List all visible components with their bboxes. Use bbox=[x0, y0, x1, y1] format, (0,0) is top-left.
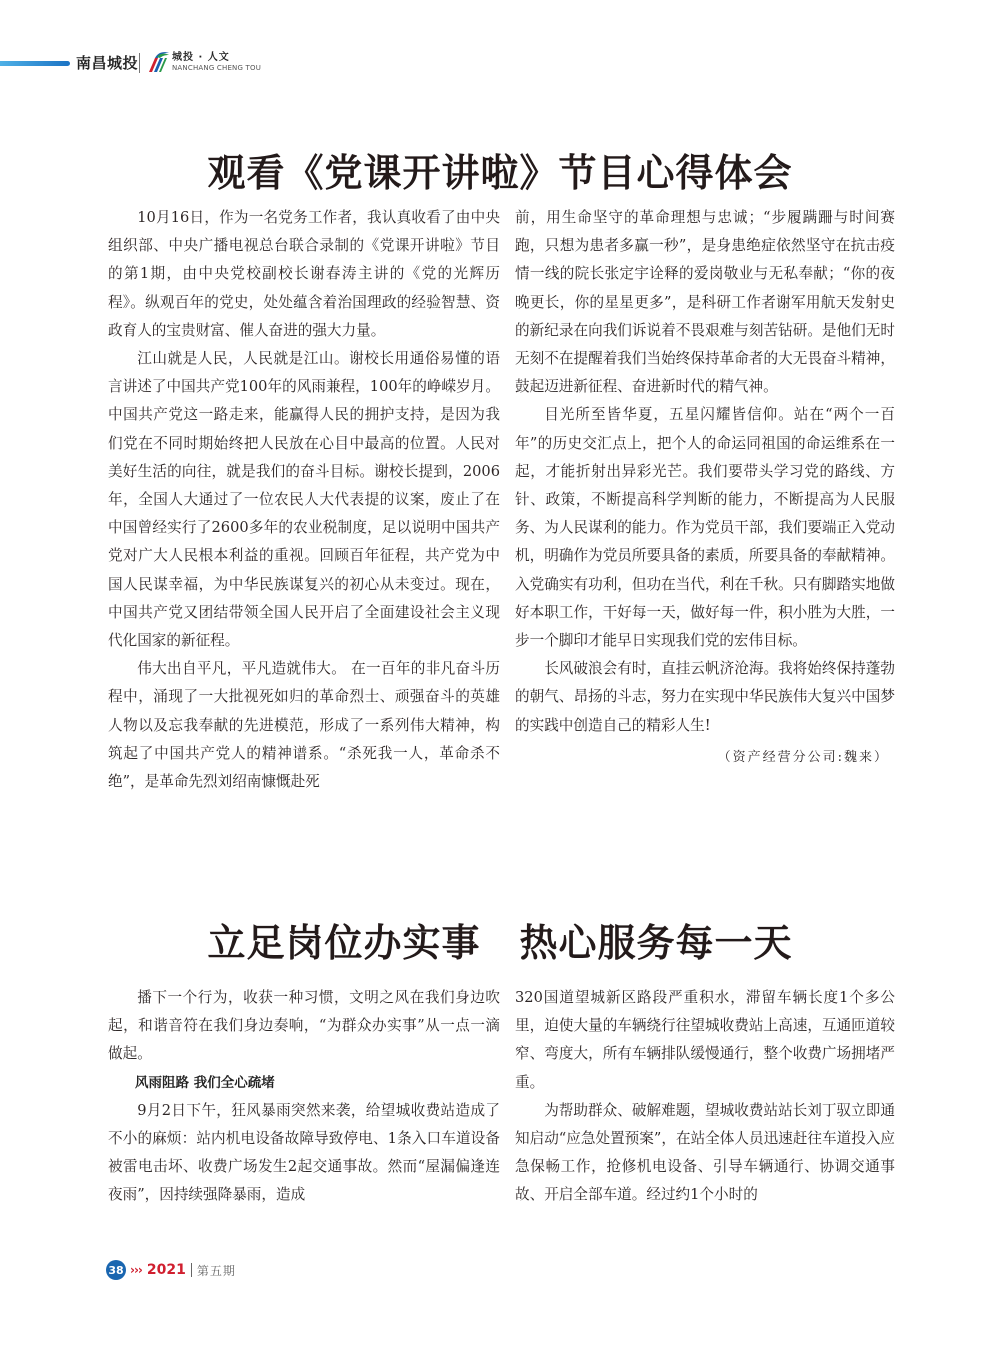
article1-paragraph-continued: 前，用生命坚守的革命理想与忠诚；“步履蹒跚与时间赛跑，只想为患者多赢一秒”，是身患绝症依然坚守在抗击疫情一线的院长张定宇诠释的爱岗敬业与无私奉献；“你的夜晚更长，你的星星更多”，是科研工作者谢军用航天发射史的新纪录在向我们诉说着不畏艰难与刻苦钻研。是他们无时无刻不在提醒着我们当始终保持革命者的大无畏奋斗精神，鼓起迈进新征程、奋进新时代的精气神。 bbox=[515, 209, 895, 396]
page-number-badge: 38 bbox=[106, 1260, 126, 1280]
article1-byline: （资产经营分公司:魏来） bbox=[717, 749, 889, 765]
article1-paragraph: 长风破浪会有时，直挂云帆济沧海。我将始终保持蓬勃的朝气、昂扬的斗志，努力在实现中华民族伟大复兴中国梦的实践中创造自己的精彩人生! bbox=[515, 660, 895, 734]
article2-title: 立足岗位办实事 热心服务每一天 bbox=[207, 921, 793, 965]
header-brand: 南昌城投 bbox=[76, 54, 139, 72]
header-section bbox=[172, 52, 261, 73]
header-accent-bar bbox=[0, 61, 70, 66]
article2-column-left bbox=[108, 984, 500, 1209]
footer-divider bbox=[191, 1263, 192, 1277]
article2-paragraph: 9月2日下午，狂风暴雨突然来袭，给望城收费站造成了不小的麻烦：站内机电设备故障导致停电、1条入口车道设备被雷电击坏、收费广场发生2起交通事故。然而“屋漏偏逢连夜雨”，因持续强降暴雨，造成 bbox=[108, 1101, 500, 1204]
article1-paragraph: 江山就是人民，人民就是江山。谢校长用通俗易懂的语言讲述了中国共产党100年的风雨兼程，100年的峥嵘岁月。中国共产党这一路走来，能赢得人民的拥护支持，是因为我们党在不同时期始终把人民放在心目中最高的位置。人民对美好生活的向往，就是我们的奋斗目标。谢校长提到，2006年，全国人大通过了一位农民人大代表提的议案，废止了在中国曾经实行了2600多年的农业税制度，足以说明中国共产党对广大人民根本利益的重视。回顾百年征程，共产党为中国人民谋幸福，为中华民族谋复兴的初心从未变过。现在，中国共产党又团结带领全国人民开启了全面建设社会主义现代化国家的新征程。 bbox=[108, 350, 500, 650]
article2-paragraph: 为帮助群众、破解难题，望城收费站站长刘丁驭立即通知启动“应急处置预案”，在站全体人员迅速赶往车道投入应急保畅工作，抢修机电设备、引导车辆通行、协调交通事故、开启全部车道。经过约1个小时的 bbox=[515, 1101, 895, 1204]
article1-paragraph: 伟大出自平凡，平凡造就伟大。 在一百年的非凡奋斗历程中，涌现了一大批视死如归的革命烈士、顽强奋斗的英雄人物以及忘我奉献的先进模范，形成了一系列伟大精神，构筑起了中国共产党人的精神谱系。“杀死我一人，革命杀不绝”，是革命先烈刘绍南慷慨赴死 bbox=[108, 660, 500, 791]
header-section-cn: 城投 · 人文 bbox=[172, 52, 230, 63]
article1-paragraph: 10月16日，作为一名党务工作者，我认真收看了由中央组织部、中央广播电视总台联合录制的《党课开讲啦》节目的第1期，由中央党校副校长谢春涛主讲的《党的光辉历程》。纵观百年的党史，处处蕴含着治国理政的经验智慧、资政育人的宝贵财富、催人奋进的强大力量。 bbox=[108, 209, 500, 339]
page-footer bbox=[106, 1260, 236, 1280]
article2-column-right bbox=[515, 984, 895, 1210]
article2-paragraph-continued: 320国道望城新区路段严重积水，滞留车辆长度1个多公里，迫使大量的车辆绕行往望城收费站上高速，互通匝道较窄、弯度大，所有车辆排队缓慢通行，整个收费广场拥堵严重。 bbox=[515, 989, 895, 1091]
nanchang-chengtou-logo-icon bbox=[146, 50, 170, 74]
chevrons-right-icon: ››› bbox=[130, 1263, 142, 1277]
article1-column-right bbox=[515, 204, 895, 776]
header-divider bbox=[139, 53, 140, 73]
article2-subheading: 风雨阻路 我们全心疏堵 bbox=[135, 1074, 275, 1091]
header-section-en: NANCHANG CHENG TOU bbox=[172, 64, 262, 72]
article1-paragraph: 目光所至皆华夏，五星闪耀皆信仰。站在“两个一百年”的历史交汇点上，把个人的命运同祖国的命运维系在一起，才能折射出异彩光芒。我们要带头学习党的路线、方针、政策，不断提高科学判断的能力，不断提高为人民服务、为人民谋利的能力。作为党员干部，我们要端正入党动机，明确作为党员所要具备的素质，所要具备的奉献精神。入党确实有功利，但功在当代，利在千秋。只有脚踏实地做好本职工作，干好每一天，做好每一件，积小胜为大胜，一步一个脚印才能早日实现我们党的宏伟目标。 bbox=[515, 406, 895, 650]
article1-column-left bbox=[108, 204, 500, 796]
article1-title: 观看《党课开讲啦》节目心得体会 bbox=[207, 151, 793, 195]
article2-intro: 播下一个行为，收获一种习惯，文明之风在我们身边吹起，和谐音符在我们身边奏响，“为群众办实事”从一点一滴做起。 bbox=[108, 989, 500, 1063]
footer-issue: 第五期 bbox=[196, 1263, 236, 1278]
footer-year: 2021 bbox=[146, 1262, 186, 1278]
